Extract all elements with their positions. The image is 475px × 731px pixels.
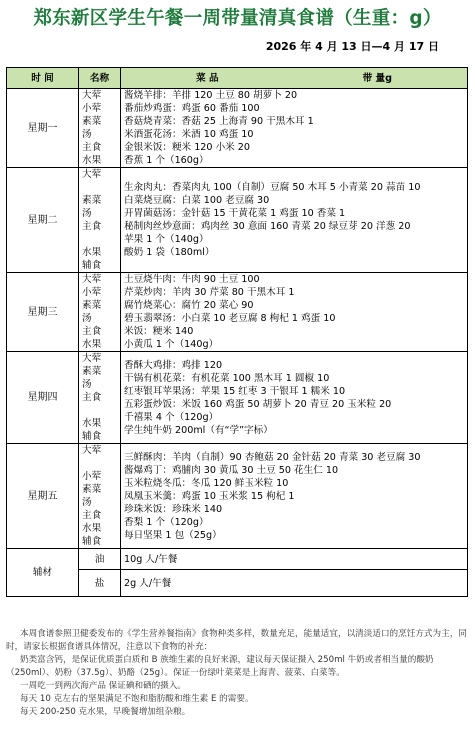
type-cell xyxy=(79,444,121,549)
day-name: 星期三 xyxy=(27,306,58,318)
dish-cell xyxy=(121,444,468,549)
meal-type: 主食 xyxy=(82,142,102,153)
dish-cell xyxy=(121,273,468,352)
meal-type: 大荤 xyxy=(82,353,102,364)
dish-item: 秘制肉丝炒意面：鸡肉丝 30 意面 160 青菜 20 绿豆芽 20 洋葱 20 xyxy=(124,221,411,232)
day-name: 星期一 xyxy=(27,122,58,134)
meal-type: 汤 xyxy=(82,208,92,219)
meal-type: 素菜 xyxy=(82,116,102,127)
dish-item: 凤凰玉米羹：鸡蛋 10 玉米浆 15 枸杞 1 xyxy=(124,490,295,502)
table-header-row xyxy=(7,68,468,89)
meal-type: 大荤 xyxy=(82,274,102,285)
day-row xyxy=(7,89,468,168)
dish-item: 米饭：粳米 140 xyxy=(124,326,194,337)
page-title: 郑东新区学生午餐一周带量清真食谱（生重：g） xyxy=(33,8,442,29)
meal-type: 汤 xyxy=(82,379,92,390)
note-paragraph: 一周吃一到两次海产品 保证碘和硒的摄入。 xyxy=(20,681,187,691)
meal-type: 主食 xyxy=(82,392,102,403)
meal-type: 小荤 xyxy=(82,287,102,298)
dish-item: 香蕉 1 个（160g） xyxy=(124,155,209,166)
dish-cell xyxy=(121,89,468,168)
meal-type: 汤 xyxy=(82,129,92,140)
notes-section xyxy=(6,628,468,719)
dish-item: 碧玉翡翠汤：小白菜 10 老豆腐 8 枸杞 1 鸡蛋 10 xyxy=(124,313,336,324)
dish-item: 珍珠米饭：珍珠米 140 xyxy=(124,503,223,515)
dish-item: 生汆肉丸：香菜肉丸 100（自制）豆腐 50 木耳 5 小青菜 20 蒜苗 10 xyxy=(124,182,421,193)
aux-name: 辅材 xyxy=(32,567,53,578)
dish-item: 开胃菌菇汤：金针菇 15 干黄花菜 1 鸡蛋 10 香菜 1 xyxy=(124,208,346,219)
header-dish xyxy=(121,68,468,89)
meal-type: 水果 xyxy=(82,247,102,258)
dish-item: 金银米饭：粳米 120 小米 20 xyxy=(124,142,251,153)
header-day: 时 间 xyxy=(7,68,79,89)
meal-type: 辅食 xyxy=(82,431,102,442)
oil-label: 油 xyxy=(79,549,121,570)
meal-type: 大荤 xyxy=(82,445,102,456)
day-cell xyxy=(7,168,79,273)
salt-value: 2g 人/午餐 xyxy=(121,570,468,597)
meal-type: 主食 xyxy=(82,510,102,521)
dish-item: 三鲜酥肉：羊肉（自制）90 杏鲍菇 20 金针菇 20 青菜 30 老豆腐 30 xyxy=(124,451,421,463)
note-paragraph: 每天 10 克左右的坚果满足不饱和脂肪酸和维生素 E 的需要。 xyxy=(20,694,254,704)
meal-type: 小荤 xyxy=(82,471,102,482)
type-cell xyxy=(79,168,121,273)
meal-type: 汤 xyxy=(82,497,92,508)
day-row xyxy=(7,168,468,273)
dish-item: 腐竹烧菜心：腐竹 20 菜心 90 xyxy=(124,300,254,311)
oil-value: 10g 人/午餐 xyxy=(121,549,468,570)
meal-type: 小荤 xyxy=(82,103,102,114)
meal-type: 大荤 xyxy=(82,169,102,180)
dish-item: 香酥大鸡排：鸡排 120 xyxy=(124,359,223,371)
meal-type: 主食 xyxy=(82,221,102,232)
meal-type: 素菜 xyxy=(82,195,102,206)
dish-item: 酸奶 1 袋（180ml） xyxy=(124,247,215,258)
header-amount-label: 带 量g xyxy=(362,72,392,84)
header-type: 名称 xyxy=(79,68,121,89)
dish-cell xyxy=(121,168,468,273)
dish-item: 土豆烧牛肉：牛肉 90 土豆 100 xyxy=(124,274,260,285)
meal-type: 素菜 xyxy=(82,366,102,377)
date-range: 2026 年 4 月 13 日—4 月 17 日 xyxy=(265,40,439,53)
dish-item: 苹果 1 个（140g） xyxy=(124,234,209,245)
dish-item: 每日坚果 1 包（25g） xyxy=(124,529,222,541)
dish-item: 白菜烧豆腐：白菜 100 老豆腐 30 xyxy=(124,195,270,206)
dish-item: 干锅有机花菜：有机花菜 100 黑木耳 1 圆椒 10 xyxy=(124,372,330,384)
dish-item: 玉米粒烧冬瓜：冬瓜 120 鲜玉米粒 10 xyxy=(124,477,289,489)
dish-item: 五彩蛋炒饭：米饭 160 鸡蛋 50 胡萝卜 20 青豆 20 玉米粒 20 xyxy=(124,398,392,410)
day-name: 星期五 xyxy=(27,490,58,502)
meal-type: 素菜 xyxy=(82,300,102,311)
type-cell xyxy=(79,89,121,168)
meal-type: 大荤 xyxy=(82,90,102,101)
dish-item: 香梨 1 个（120g） xyxy=(124,516,209,528)
type-cell xyxy=(79,273,121,352)
header-dish-label: 菜 品 xyxy=(196,72,219,84)
meal-type: 辅食 xyxy=(82,536,102,547)
meal-type: 辅食 xyxy=(82,260,102,271)
day-row xyxy=(7,273,468,352)
day-row xyxy=(7,444,468,549)
dish-cell xyxy=(121,352,468,444)
day-cell xyxy=(7,352,79,444)
menu-table xyxy=(6,67,468,597)
dish-item: 酱烧羊排：羊排 120 土豆 80 胡萝卜 20 xyxy=(124,90,298,101)
dish-item: 小黄瓜 1 个（140g） xyxy=(124,339,219,350)
note-paragraph: 本周食谱参照卫健委发布的《学生营养餐指南》食物种类多样，数量充足，能量适宜，以清淡适口的烹饪方式为主，同时，请家长根据食谱具体情况，注意以下食物的补充： xyxy=(6,629,467,652)
meal-type: 水果 xyxy=(82,418,102,429)
dish-item: 芹菜炒肉：羊肉 30 芹菜 80 干黑木耳 1 xyxy=(124,287,295,298)
menu-body xyxy=(7,89,468,597)
note-paragraph: 奶类富含钙，是保证优质蛋白质和 B 族维生素的良好来源，建议每天保证摄入 250ml 牛奶或者相当量的酸奶（250ml）、奶粉（37.5g）、奶酪（25g）。保证一份绿叶菜菜是上海青、菠菜、白菜等。 xyxy=(6,655,434,678)
aux-row xyxy=(7,549,468,570)
day-row xyxy=(7,352,468,444)
dish-item: 香菇烧青菜：香菇 25 上海青 90 干黑木耳 1 xyxy=(124,116,314,127)
aux-name-cell xyxy=(7,549,79,597)
day-name: 星期四 xyxy=(27,392,58,403)
meal-type: 水果 xyxy=(82,339,102,350)
dish-item: 千禧果 4 个（120g） xyxy=(124,411,219,423)
note-paragraph: 每天 200-250 克水果，早晚餐增加组杂粮。 xyxy=(20,707,191,717)
meal-type: 汤 xyxy=(82,313,92,324)
day-name: 星期二 xyxy=(27,214,58,226)
day-cell xyxy=(7,444,79,549)
type-cell xyxy=(79,352,121,444)
meal-type: 主食 xyxy=(82,326,102,337)
salt-label: 盐 xyxy=(79,570,121,597)
dish-item: 学生纯牛奶 200ml（有“学”字标） xyxy=(124,424,273,436)
dish-item: 番茄炒鸡蛋：鸡蛋 60 番茄 100 xyxy=(124,103,260,114)
meal-type: 水果 xyxy=(82,523,102,534)
dish-item: 酱爆鸡丁：鸡脯肉 30 黄瓜 30 土豆 50 花生仁 10 xyxy=(124,464,339,476)
dish-item: 米酒蛋花汤：米酒 10 鸡蛋 10 xyxy=(124,129,254,140)
dish-item: 红枣银耳苹果汤：苹果 15 红枣 3 干银耳 1 糯米 10 xyxy=(124,385,346,397)
meal-type: 素菜 xyxy=(82,484,102,495)
day-cell xyxy=(7,273,79,352)
day-cell xyxy=(7,89,79,168)
meal-type: 水果 xyxy=(82,155,102,166)
